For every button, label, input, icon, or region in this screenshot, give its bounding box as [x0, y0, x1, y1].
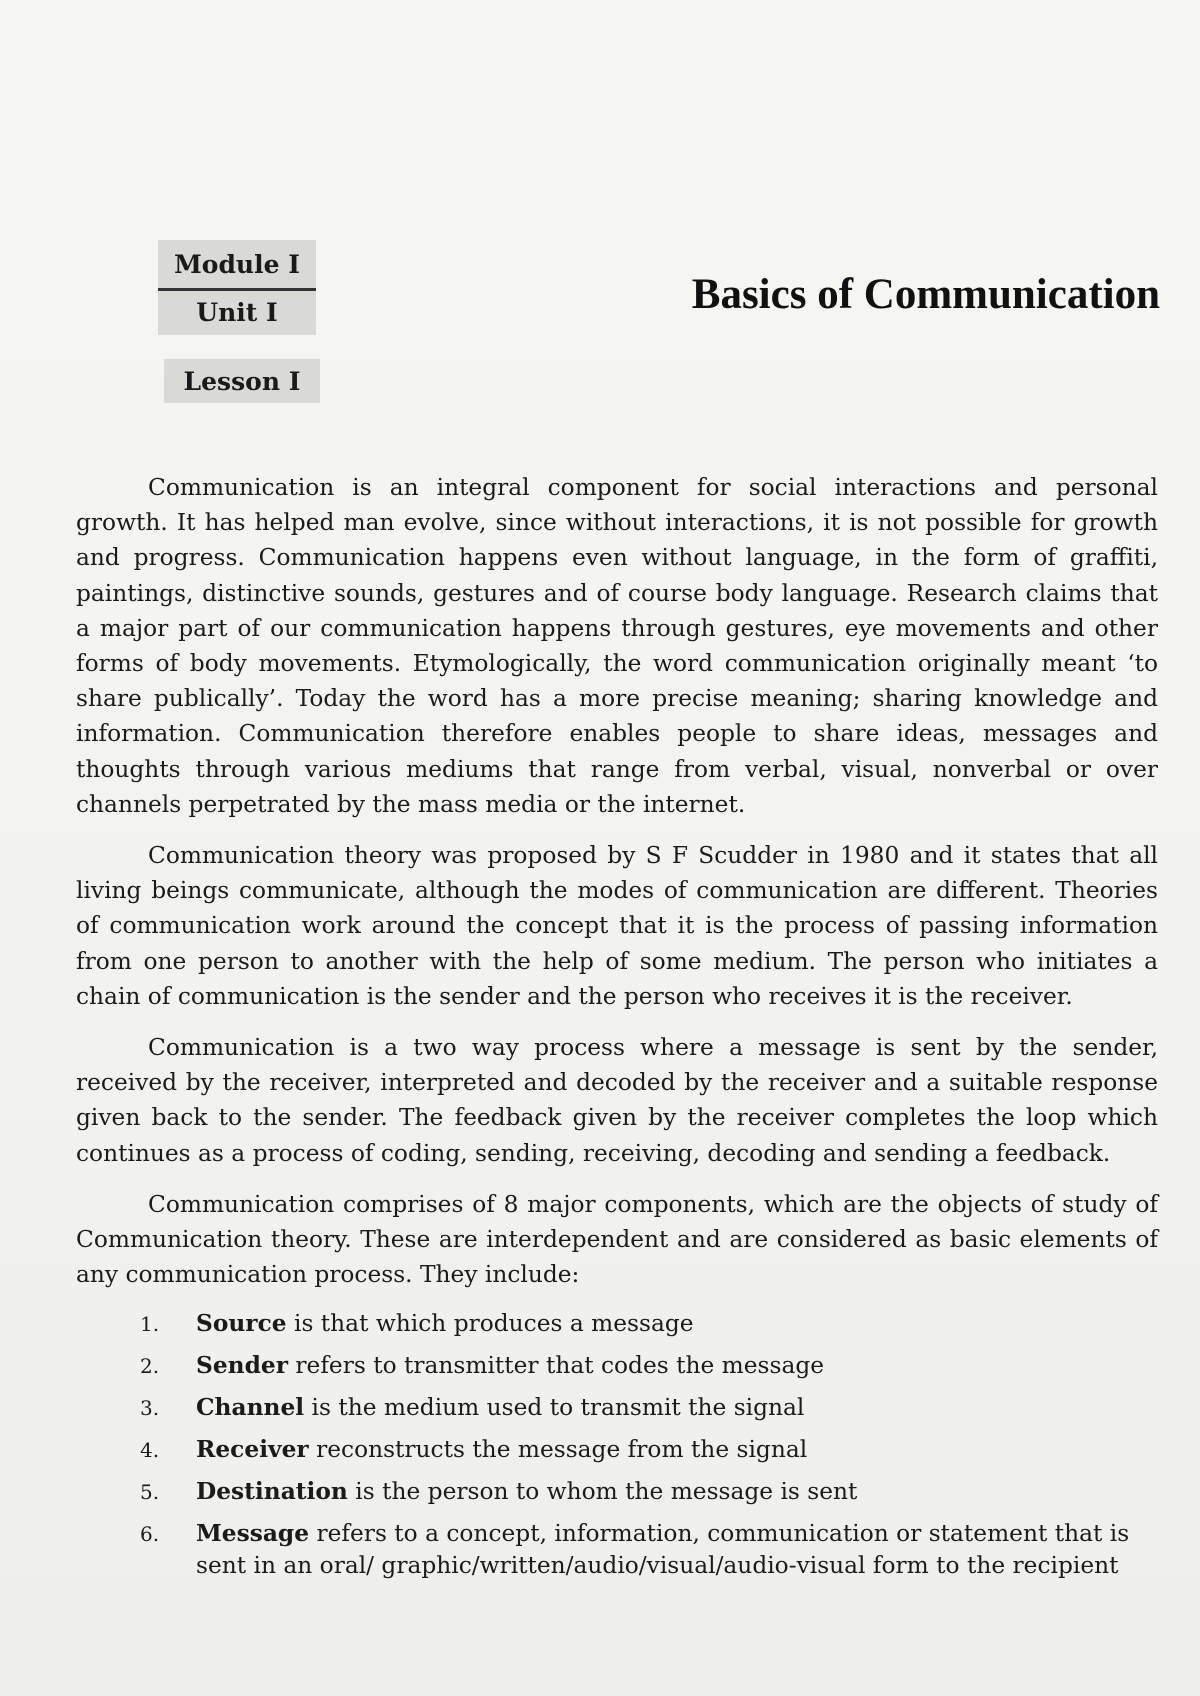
paragraph: Communication is a two way process where a message is sent by the sender, received by the receiver, interpreted and decoded by the receiver and a suitable response given back to the sender. The feedback given by the receiver completes the loop which continues as a process of coding, sending, receiving, decoding and sending a feedback.: [76, 1034, 1158, 1167]
list-number: 1.: [140, 1312, 160, 1336]
list-description: is the medium used to transmit the signal: [304, 1394, 805, 1421]
paragraph: Communication comprises of 8 major components, which are the objects of study of Communication theory. These are interdependent and are considered as basic elements of any communication process. They include:: [76, 1190, 1158, 1289]
paragraph: Communication is an integral component for social interactions and personal growth. It has helped man evolve, since without interactions, it is not possible for growth and progress. Communication happens even without language, in the form of graffiti, paintings, distinctive sounds, gestures and of course body language. Research claims that a major part of our communication happens through gestures, eye movements and other forms of body movements. Etymologically, the word communication originally meant ‘to share publically’. Today the word has a more precise meaning; sharing knowledge and information. Communication therefore enables people to share ideas, messages and thoughts through various mediums that range from verbal, visual, nonverbal or over channels perpetrated by the mass media or the internet.: [76, 474, 1158, 818]
list-number: 3.: [140, 1396, 160, 1420]
list-description: is that which produces a message: [286, 1310, 694, 1337]
list-description: refers to a concept, information, communication or statement that is sent in an oral/ graphic/written/audio/visual/audio-visual form to the recipient: [196, 1520, 1130, 1579]
list-term: Destination: [196, 1478, 348, 1505]
list-item: [140, 1392, 1160, 1424]
list-term: Message: [196, 1520, 310, 1547]
list-term: Channel: [196, 1394, 305, 1421]
body-text: [76, 470, 1158, 1308]
list-number: 6.: [140, 1522, 160, 1546]
list-description: reconstructs the message from the signal: [308, 1436, 808, 1463]
lesson-label: Lesson I: [164, 359, 320, 403]
list-term: Sender: [196, 1352, 288, 1379]
list-number: 4.: [140, 1438, 160, 1462]
list-item: [140, 1308, 1160, 1340]
list-term: Source: [196, 1310, 287, 1337]
paragraph: Communication theory was proposed by S F Scudder in 1980 and it states that all living beings communicate, although the modes of communication are different. Theories of communication work around the concept that it is the process of passing information from one person to another with the help of some medium. The person who initiates a chain of communication is the sender and the person who receives it is the receiver.: [76, 842, 1158, 1010]
list-term: Receiver: [196, 1436, 309, 1463]
list-description: is the person to whom the message is sent: [347, 1478, 858, 1505]
components-list: [140, 1308, 1160, 1592]
list-item: [140, 1476, 1160, 1508]
list-number: 5.: [140, 1480, 160, 1504]
list-description: refers to transmitter that codes the message: [287, 1352, 825, 1379]
page-title: Basics of Communication: [691, 271, 1160, 318]
list-item: [140, 1518, 1160, 1582]
module-label: Module I: [158, 240, 316, 291]
list-number: 2.: [140, 1354, 160, 1378]
module-unit-label: [158, 240, 316, 335]
list-item: [140, 1350, 1160, 1382]
unit-label: Unit I: [196, 298, 278, 327]
list-item: [140, 1434, 1160, 1466]
